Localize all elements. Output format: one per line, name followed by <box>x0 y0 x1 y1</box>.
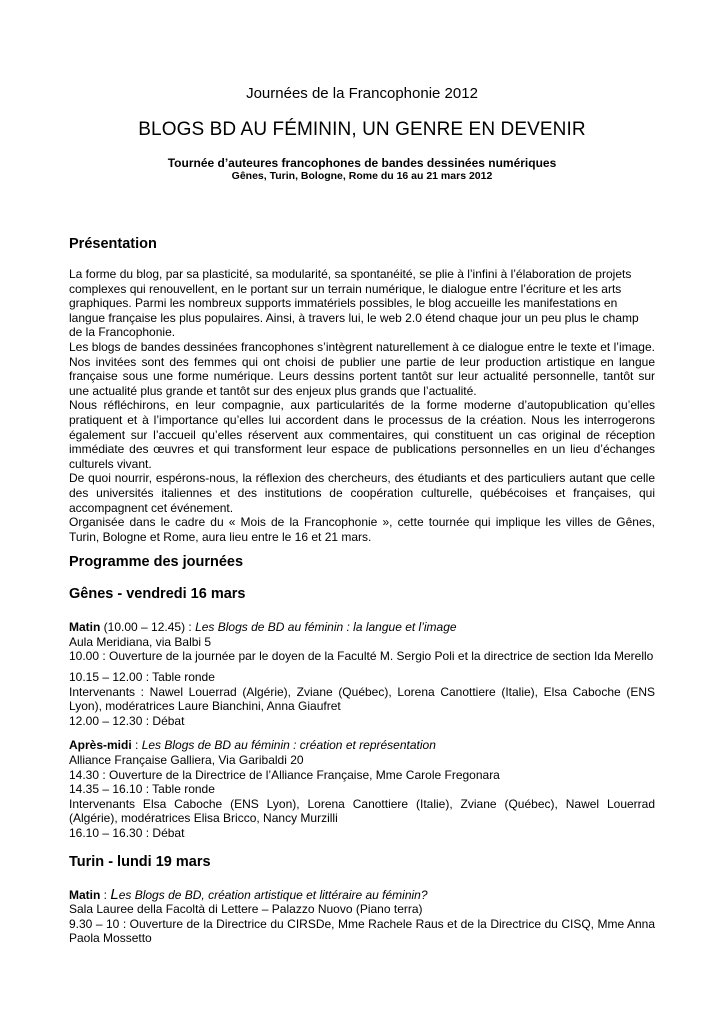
genes-morning-session <box>69 620 655 635</box>
presentation-paragraph-1 <box>69 267 655 340</box>
roundtable-speakers: Intervenants : Nawel Louerrad (Algérie), Zviane (Québec), Lorena Canottiere (Italie), Elsa Caboche (ENS Lyon), modératrices Laure Bianchini, Anna Giaufret <box>69 684 655 714</box>
session-label: Après-midi <box>69 738 132 753</box>
document-page <box>69 84 655 946</box>
genes-day-heading: Gênes - vendredi 16 mars <box>69 586 246 603</box>
turin-morning-session <box>69 885 655 903</box>
session-label: Matin <box>69 620 101 635</box>
paragraph-line: complexes qui renouvellent, en le portant sur un terrain numérique, le dialogue entre l’écriture et les arts <box>69 281 622 296</box>
genes-roundtable-block <box>69 670 655 728</box>
session-title: es Blogs de BD, création artistique et littéraire au féminin? <box>118 887 428 902</box>
session-title: Les Blogs de BD au féminin : la langue et l’image <box>195 620 457 635</box>
session-title: Les Blogs de BD au féminin : création et représentation <box>141 738 436 753</box>
document-title: BLOGS BD AU FÉMININ, UN GENRE EN DEVENIR <box>138 119 586 140</box>
session-separator: : <box>100 887 111 902</box>
session-location: Alliance Française Galliera, Via Garibaldi 20 <box>69 753 304 768</box>
debate-time: 12.00 – 12.30 : Débat <box>69 713 185 728</box>
roundtable-time: 14.35 – 16.10 : Table ronde <box>69 782 215 797</box>
conference-name: Journées de la Francophonie 2012 <box>246 85 478 102</box>
paragraph-line: langue française les plus populaires. Ainsi, à travers lui, le web 2.0 étend chaque jour un peu plus le champ <box>69 310 639 325</box>
presentation-paragraph-4: De quoi nourrir, espérons-nous, la réflexion des chercheurs, des étudiants et des particuliers autant que celle des universités italiennes et des institutions de coopération culturelle, québécoises et françaises, qui accompagnent cet événement. <box>69 471 655 515</box>
genes-morning-block <box>69 620 655 664</box>
document-subtitle: Tournée d’auteures francophones de bandes dessinées numériques <box>167 156 557 170</box>
session-opening: 9.30 – 10 : Ouverture de la Directrice du CIRSDe, Mme Rachele Raus et de la Directrice du CISQ, Mme Anna Paola Mossetto <box>69 916 655 946</box>
session-location: Aula Meridiana, via Balbi 5 <box>69 634 212 649</box>
session-label: Matin <box>69 887 101 902</box>
roundtable-time: 10.15 – 12.00 : Table ronde <box>69 670 215 685</box>
debate-time: 16.10 – 16.30 : Débat <box>69 826 185 840</box>
presentation-paragraph-5: Organisée dans le cadre du « Mois de la Francophonie », cette tournée qui implique les villes de Gênes, Turin, Bologne et Rome, aura lieu entre le 16 et 21 mars. <box>69 515 655 544</box>
presentation-paragraph-3: Nous réfléchirons, en leur compagnie, aux particularités de la forme moderne d’autopublication qu’elles pratiquent et à l’importance qu’elles lui accordent dans le processus de la création. Nous les interrogerons également sur l’accueil qu’elles réservent aux commentaires, qui constituent un cas original de réception immédiate des œuvres et qui transforment leur espace de publications personnelles en un lieu d’échanges culturels vivant. <box>69 398 655 471</box>
session-time: (10.00 – 12.45) : <box>100 620 196 635</box>
presentation-paragraph-2: Les blogs de bandes dessinées francophones s’intègrent naturellement à ce dialogue entre le texte et l’image. Nos invitées sont des femmes qui ont choisi de publier une partie de leur production artistique en langue française sous une forme numérique. Leurs dessins portent tantôt sur leur actualité personnelle, tantôt sur une actualité plus grande et tantôt sur des enjeux plus grands que l’actualité. <box>69 339 655 398</box>
turin-day-heading: Turin - lundi 19 mars <box>69 853 211 870</box>
presentation-heading: Présentation <box>69 236 157 252</box>
tour-dates: Gênes, Turin, Bologne, Rome du 16 au 21 mars 2012 <box>231 170 493 182</box>
session-opening: 10.00 : Ouverture de la journée par le doyen de la Faculté M. Sergio Poli et la directrice de section Ida Merello <box>69 649 654 664</box>
session-separator: : <box>131 738 142 753</box>
turin-morning-block <box>69 885 655 946</box>
paragraph-line: graphiques. Parmi les nombreux supports immatériels possibles, le blog accueille les manifestations en <box>69 296 618 311</box>
genes-afternoon-session <box>69 738 655 753</box>
paragraph-line: de la Francophonie. <box>69 325 176 340</box>
genes-afternoon-block <box>69 738 655 840</box>
session-location: Sala Lauree della Facoltà di Lettere – Palazzo Nuovo (Piano terra) <box>69 902 423 917</box>
programme-heading: Programme des journées <box>69 554 244 571</box>
roundtable-speakers: Intervenants Elsa Caboche (ENS Lyon), Lorena Canottiere (Italie), Zviane (Québec), Nawel Louerrad (Algérie), modératrices Elisa Bricco, Nancy Murzilli <box>69 796 655 826</box>
session-title-initial: L <box>110 885 119 903</box>
paragraph-line: La forme du blog, par sa plasticité, sa modularité, sa spontanéité, se plie à l’infini à l’élaboration de projets <box>69 267 632 281</box>
session-opening: 14.30 : Ouverture de la Directrice de l’Alliance Française, Mme Carole Fregonara <box>69 767 500 782</box>
